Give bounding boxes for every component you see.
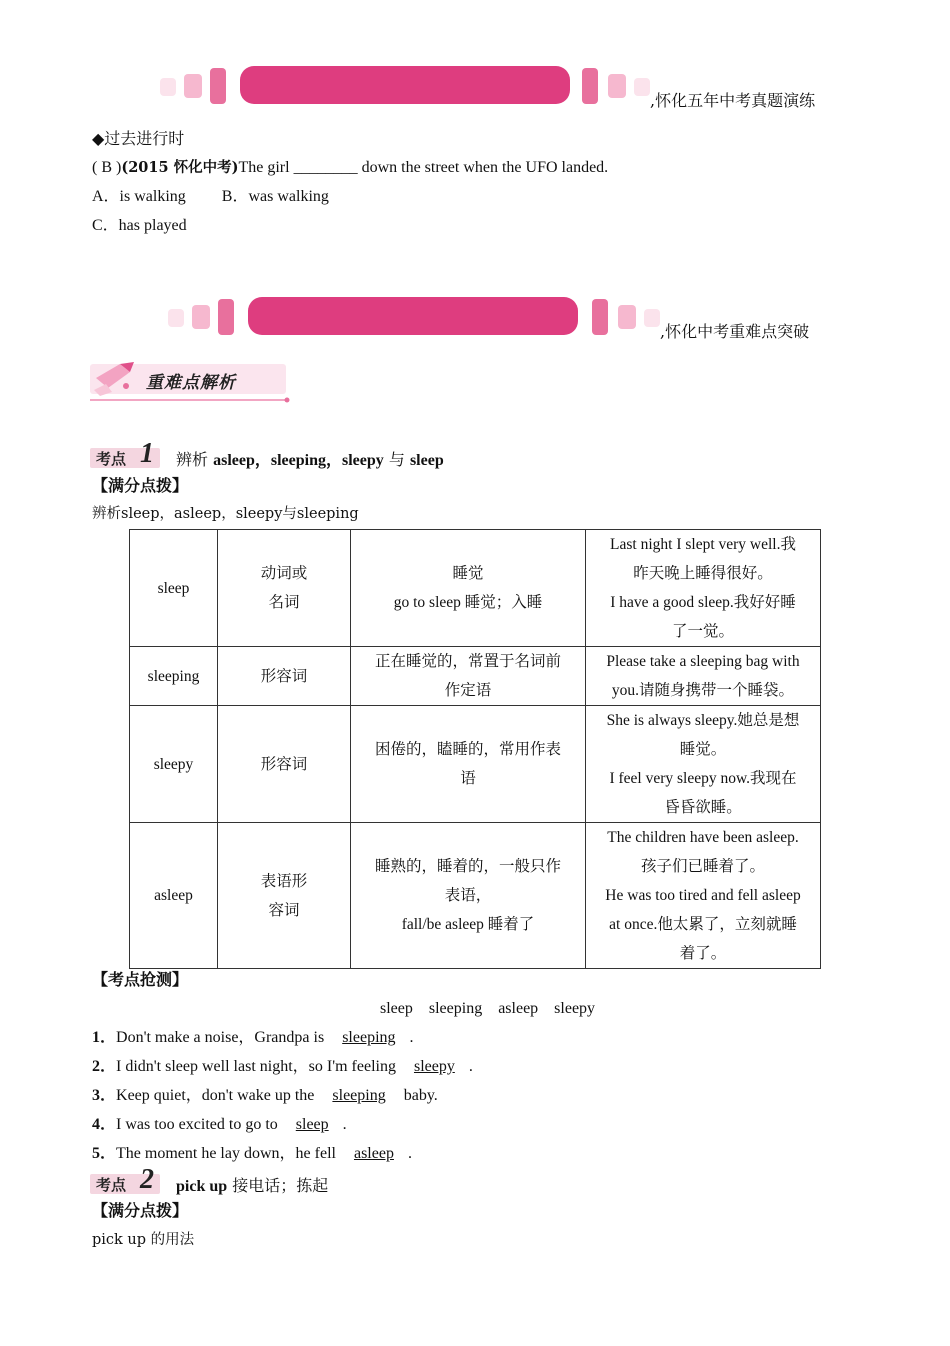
cell-line: at once.他太累了，立刻就睡 bbox=[609, 916, 797, 933]
cell-line: The children have been asleep. bbox=[607, 829, 799, 846]
exercise-text-end: . bbox=[407, 1145, 412, 1162]
exercise-text-end: . bbox=[409, 1029, 414, 1046]
exercise-number: 5． bbox=[92, 1145, 117, 1162]
cell-example bbox=[586, 823, 821, 969]
table-row bbox=[130, 706, 821, 823]
banner-label: ,怀化五年中考真题演练 bbox=[650, 91, 816, 110]
exercise-answer: asleep bbox=[353, 1145, 394, 1162]
exercise-text-end: . bbox=[468, 1058, 473, 1075]
cell-line: 名词 bbox=[268, 594, 300, 611]
cell-line: 昏昏欲睡。 bbox=[664, 799, 742, 816]
cell-meaning bbox=[351, 647, 586, 706]
cell-line: 表语， bbox=[444, 887, 492, 904]
section-banner-2 bbox=[168, 297, 868, 341]
exercise-item bbox=[92, 1086, 438, 1106]
kaodian-2-title: pick up 接电话；拣起 bbox=[176, 1176, 329, 1195]
table-row bbox=[130, 823, 821, 969]
cell-part-of-speech bbox=[218, 647, 351, 706]
kaodian-badge-number: 1 bbox=[140, 438, 154, 469]
exercise-text: I was too excited to go to bbox=[116, 1116, 282, 1133]
banner-bar bbox=[248, 297, 578, 335]
exercise-number: 4． bbox=[92, 1116, 117, 1133]
cell-word: asleep bbox=[130, 823, 218, 969]
cell-line: He was too tired and fell asleep bbox=[605, 887, 801, 904]
tips-subtitle: 辨析sleep，asleep，sleepy与sleeping bbox=[92, 506, 359, 522]
cell-line: 昨天晚上睡得很好。 bbox=[633, 565, 773, 582]
option-c: C．has played bbox=[92, 217, 187, 234]
kaodian-1-badge bbox=[90, 438, 170, 469]
banner-decor bbox=[608, 74, 626, 98]
exercise-text-end: . bbox=[342, 1116, 347, 1133]
cell-line: fall/be asleep 睡着了 bbox=[401, 916, 535, 933]
cell-line: She is always sleepy.她总是想 bbox=[606, 712, 800, 729]
cell-meaning bbox=[351, 706, 586, 823]
exercise-item bbox=[92, 1144, 412, 1164]
cell-line: 正在睡觉的，常置于名词前 bbox=[374, 653, 561, 670]
kaodian-badge-text: 考点 bbox=[96, 450, 127, 468]
cell-line: 了一觉。 bbox=[671, 623, 734, 640]
cell-example bbox=[586, 706, 821, 823]
cell-word: sleeping bbox=[130, 647, 218, 706]
cell-example bbox=[586, 530, 821, 647]
banner-decor bbox=[592, 299, 608, 335]
cell-line: 作定语 bbox=[444, 682, 492, 699]
question bbox=[92, 158, 608, 178]
banner-decor bbox=[218, 299, 234, 335]
cell-meaning bbox=[351, 530, 586, 647]
option-a: A．is walking bbox=[92, 188, 186, 205]
exercise-text: The moment he lay down，he fell bbox=[116, 1145, 340, 1162]
cell-line: 睡熟的，睡着的，一般只作 bbox=[374, 858, 561, 875]
cell-line: 睡觉 bbox=[452, 565, 484, 582]
cell-line: 孩子们已睡着了。 bbox=[640, 858, 765, 875]
banner-bar bbox=[240, 66, 570, 104]
tips-subtitle-2: pick up 的用法 bbox=[92, 1232, 195, 1248]
banner-decor bbox=[168, 309, 184, 327]
cell-line: 表语形 bbox=[260, 872, 308, 890]
exercise-answer: sleep bbox=[295, 1116, 329, 1133]
banner-decor bbox=[582, 68, 598, 104]
kaodian-2-badge bbox=[90, 1164, 170, 1195]
cell-part-of-speech bbox=[218, 706, 351, 823]
cell-line: Last night I slept very well.我 bbox=[610, 536, 796, 553]
comparison-table bbox=[129, 529, 821, 969]
table-row bbox=[130, 530, 821, 647]
test-heading: 【考点抢测】 bbox=[92, 970, 189, 989]
question-answer: ( B ) bbox=[92, 159, 122, 176]
exercise-number: 1． bbox=[92, 1029, 117, 1046]
cell-meaning bbox=[351, 823, 586, 969]
kaodian-badge-number: 2 bbox=[140, 1164, 154, 1195]
banner-decor bbox=[160, 78, 176, 96]
banner-decor bbox=[210, 68, 226, 104]
cell-line: 睡觉。 bbox=[679, 741, 727, 758]
cell-word: sleep bbox=[130, 530, 218, 647]
tips-heading-2: 【满分点拨】 bbox=[92, 1201, 189, 1220]
cell-line: I feel very sleepy now.我现在 bbox=[609, 770, 797, 787]
exercise-text-end: baby. bbox=[399, 1087, 438, 1104]
word-bank: sleep sleeping asleep sleepy bbox=[380, 1000, 596, 1017]
exercise-text: Keep quiet，don't wake up the bbox=[116, 1087, 319, 1104]
cell-line: go to sleep 睡觉；入睡 bbox=[393, 594, 543, 611]
kaodian-badge-text: 考点 bbox=[96, 1176, 127, 1194]
exercise-answer: sleepy bbox=[413, 1058, 455, 1075]
cell-part-of-speech bbox=[218, 823, 351, 969]
kaodian-1-title: 辨析 asleep，sleeping，sleepy 与 sleep bbox=[176, 450, 444, 469]
cell-line: 着了。 bbox=[679, 945, 727, 962]
banner-decor bbox=[618, 305, 636, 329]
question-source: (2015 怀化中考) bbox=[121, 159, 239, 176]
cell-line: Please take a sleeping bag with bbox=[606, 653, 800, 670]
banner-decor bbox=[634, 78, 650, 96]
section-badge-title: 重难点解析 bbox=[146, 373, 236, 393]
section-banner-1 bbox=[160, 66, 860, 110]
exercise-answer: sleeping bbox=[332, 1087, 386, 1104]
section-badge bbox=[90, 356, 290, 406]
banner-decor bbox=[644, 309, 660, 327]
cell-part-of-speech bbox=[218, 530, 351, 647]
tips-heading: 【满分点拨】 bbox=[92, 476, 189, 495]
exercise-answer: sleeping bbox=[342, 1029, 396, 1046]
option-b: B．was walking bbox=[221, 188, 329, 205]
exercise-text: Don't make a noise，Grandpa is bbox=[116, 1029, 329, 1046]
cell-line: 困倦的，瞌睡的，常用作表 bbox=[374, 741, 561, 758]
cell-line: 形容词 bbox=[260, 667, 308, 685]
banner-decor bbox=[192, 305, 210, 329]
question-stem: The girl ________ down the street when the UFO landed. bbox=[238, 159, 609, 176]
table-row bbox=[130, 647, 821, 706]
cell-line: you.请随身携带一个睡袋。 bbox=[611, 682, 795, 699]
cell-line: 形容词 bbox=[260, 755, 308, 773]
banner-label: ,怀化中考重难点突破 bbox=[660, 322, 810, 341]
exercise-item bbox=[92, 1057, 473, 1077]
option-row bbox=[92, 187, 329, 207]
exercise-number: 3． bbox=[92, 1087, 117, 1104]
cell-line: I have a good sleep.我好好睡 bbox=[610, 594, 796, 611]
banner-decor bbox=[184, 74, 202, 98]
exercise-text: I didn't sleep well last night，so I'm feeling bbox=[116, 1058, 400, 1075]
cell-line: 语 bbox=[460, 770, 476, 787]
cell-line: 容词 bbox=[268, 901, 300, 919]
exercise-item bbox=[92, 1115, 347, 1135]
cell-line: 动词或 bbox=[260, 565, 308, 582]
exercise-number: 2． bbox=[92, 1058, 117, 1075]
cell-example bbox=[586, 647, 821, 706]
grammar-heading: ◆过去进行时 bbox=[92, 129, 185, 148]
exercise-item bbox=[92, 1028, 414, 1048]
cell-word: sleepy bbox=[130, 706, 218, 823]
